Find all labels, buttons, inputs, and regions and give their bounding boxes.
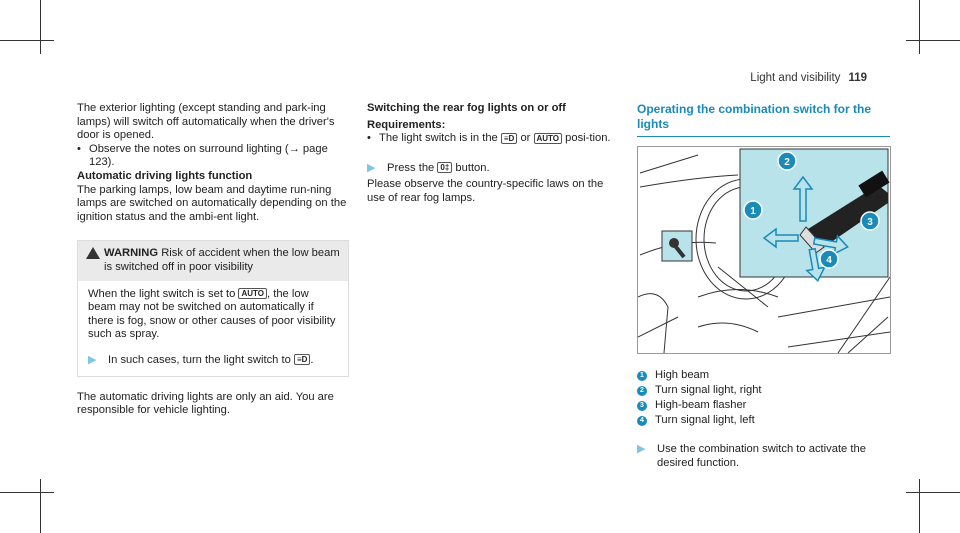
svg-text:1: 1 <box>750 206 756 217</box>
text: posi-tion. <box>565 132 611 145</box>
text: When the light switch is set to <box>88 287 236 300</box>
legend-item <box>637 413 890 428</box>
instruction-step <box>367 162 622 176</box>
auto-icon: AUTO <box>534 133 563 144</box>
crop-mark <box>0 40 54 41</box>
bullet-icon: • <box>367 132 371 145</box>
bullet-text: Observe the notes on surround lighting (→ page 123). <box>89 142 328 169</box>
crop-mark <box>906 492 960 493</box>
legend-item <box>637 398 890 413</box>
svg-text:2: 2 <box>784 157 790 168</box>
instruction-step <box>637 443 890 470</box>
bullet-icon: • <box>77 142 81 155</box>
number-badge: 4 <box>637 416 647 426</box>
step-arrow-icon: ▶ <box>637 443 646 455</box>
text: Press the <box>387 161 435 174</box>
warning-text <box>88 288 338 342</box>
warning-icon <box>86 247 100 259</box>
page-header <box>750 72 867 84</box>
page-number: 119 <box>848 72 867 84</box>
step-text: Use the combination switch to activate the desired function. <box>657 443 866 469</box>
text: button. <box>455 161 490 174</box>
legend-label: High-beam flasher <box>655 398 747 411</box>
rear-fog-icon: 0‡ <box>437 162 452 173</box>
instruction-step <box>88 354 338 368</box>
warning-title: Risk of accident when the low beam is switched off in poor visibility <box>104 247 340 273</box>
svg-text:3: 3 <box>867 217 873 228</box>
legend-label: Turn signal light, left <box>655 413 755 426</box>
bullet-text <box>379 132 611 146</box>
crop-mark <box>40 479 41 533</box>
low-beam-icon: ≡D <box>501 133 517 144</box>
legend-list <box>637 368 890 428</box>
legend-item <box>637 383 890 398</box>
column-left <box>77 102 349 418</box>
paragraph: The parking lamps, low beam and daytime run-ning lamps are switched on automatically depending on the ignition status and the ambi-ent light. <box>77 183 347 223</box>
step-text <box>387 162 490 176</box>
legend-label: Turn signal light, right <box>655 383 762 396</box>
text: The light switch is in the <box>379 132 498 145</box>
crop-mark <box>906 40 960 41</box>
text: In such cases, turn the light switch to <box>108 353 291 366</box>
warning-box <box>77 240 349 376</box>
column-middle <box>367 102 622 206</box>
crop-mark <box>919 479 920 533</box>
subheading: Switching the rear fog lights on or off <box>367 102 566 114</box>
number-badge: 3 <box>637 401 647 411</box>
number-badge: 1 <box>637 371 647 381</box>
auto-icon: AUTO <box>238 288 267 299</box>
section-title: Light and visibility <box>750 72 841 84</box>
legend-label: High beam <box>655 368 710 381</box>
section-heading: Operating the combination switch for the lights <box>637 102 890 137</box>
bullet-item <box>367 132 622 146</box>
crop-mark <box>919 0 920 54</box>
warning-label: WARNING <box>104 247 159 260</box>
step-arrow-icon: ▶ <box>88 353 97 366</box>
bullet-item <box>77 143 349 170</box>
paragraph: The automatic driving lights are only an aid. You are responsible for vehicle lighting. <box>77 390 334 417</box>
warning-header <box>78 241 348 280</box>
step-text: In such cases, turn the light switch to ≡D . <box>108 353 314 366</box>
subheading: Automatic driving lights function <box>77 169 253 182</box>
combination-switch-figure <box>637 146 891 354</box>
paragraph: Please observe the country-specific laws on the use of rear fog lamps. <box>367 178 604 204</box>
requirements-label: Requirements: <box>367 118 446 131</box>
paragraph: The exterior lighting (except standing and park-ing lamps) will switch off automatically when the driver's door is opened. <box>77 102 335 142</box>
text: , the low beam may not be switched on automatically if there is fog, snow or other causes of poor visibility such as spray. <box>88 287 336 341</box>
dashboard-illustration <box>638 147 890 353</box>
number-badge: 2 <box>637 386 647 396</box>
svg-text:4: 4 <box>826 255 832 266</box>
low-beam-icon: ≡D <box>294 354 310 365</box>
crop-mark <box>0 492 54 493</box>
text: or <box>520 132 531 145</box>
step-arrow-icon: ▶ <box>367 161 376 174</box>
crop-mark <box>40 0 41 54</box>
legend-item <box>637 368 890 383</box>
column-right <box>637 102 890 470</box>
warning-body <box>78 281 348 376</box>
